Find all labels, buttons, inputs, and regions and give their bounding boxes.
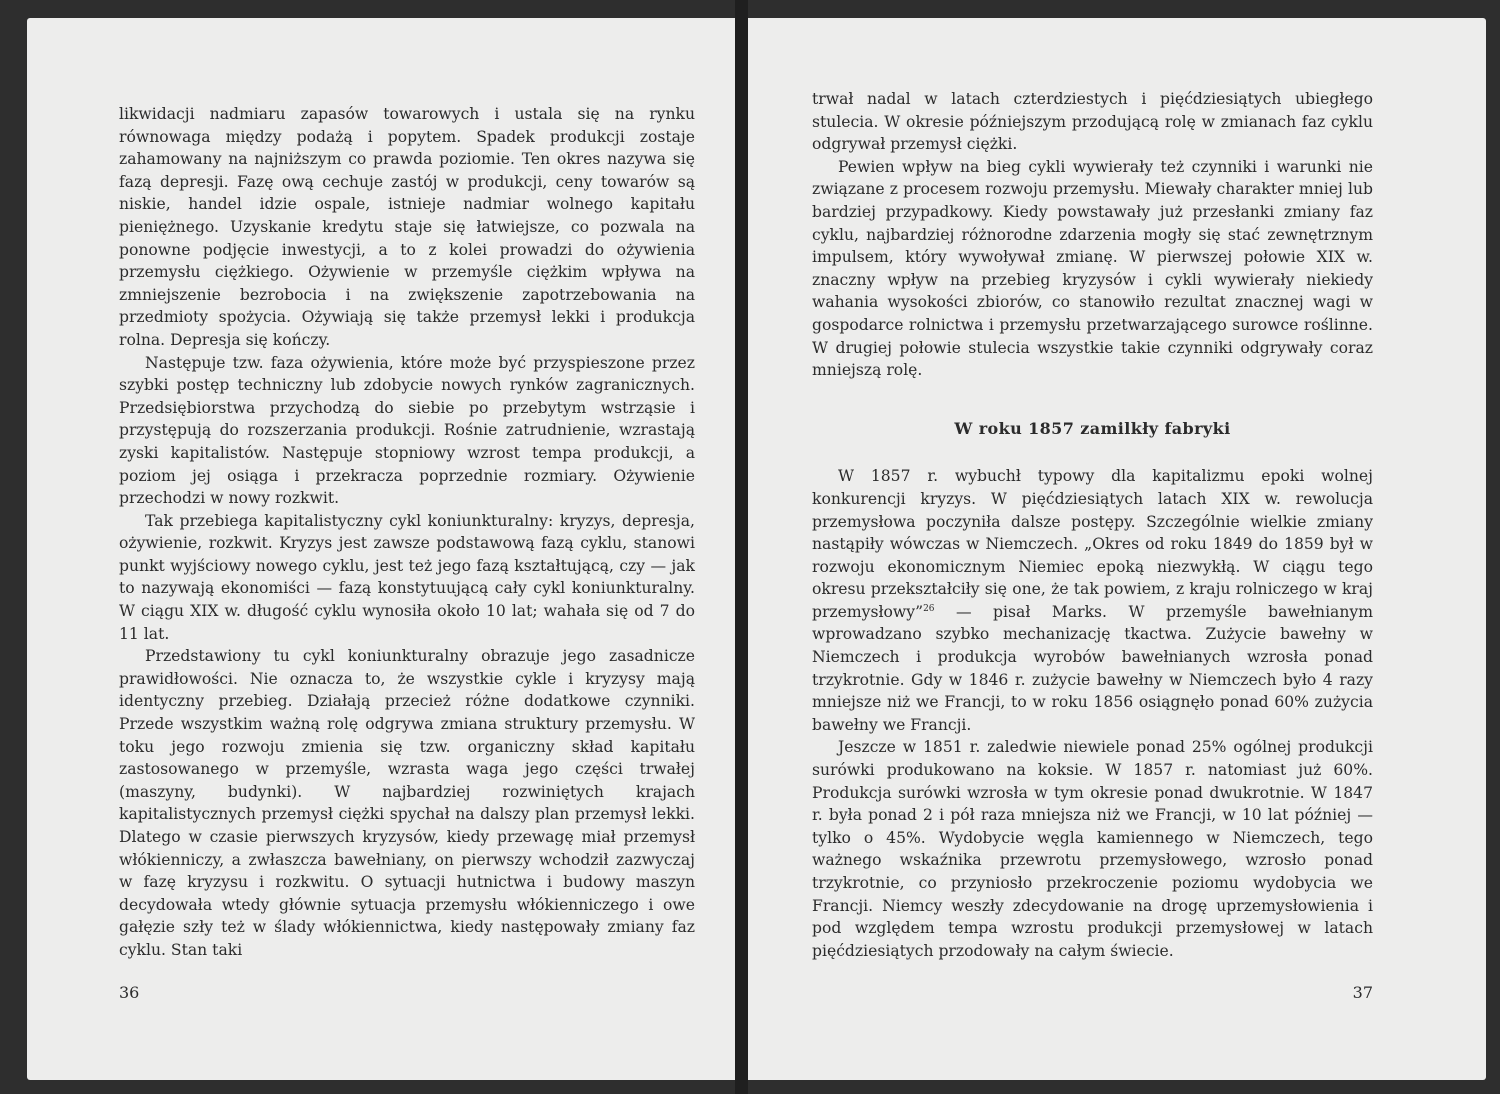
paragraph: Przedstawiony tu cykl koniunkturalny obrazuje jego zasadnicze prawidłowości. Nie oznacza to, że wszystkie cykle i kryzysy mają identyczny przebieg. Działają przecież różne dodatkowe czynniki. Przede wszystkim ważną rolę odgrywa zmiana struktury przemysłu. W toku jego rozwoju zmienia się tzw. organiczny skład kapitału zastosowanego w przemyśle, wzrasta waga jego części trwałej (maszyny, budynki). W najbardziej rozwiniętych krajach kapitalistycznych przemysł ciężki spychał na dalszy plan przemysł lekki. Dlatego w czasie pierwszych kryzysów, kiedy przewagę miał przemysł włókienniczy, a zwłaszcza bawełniany, on pierwszy wchodził zazwyczaj w fazę kryzysu i rozkwitu. O sytuacji hutnictwa i budowy maszyn decydowała wtedy głównie sytuacja przemysłu włókienniczego i owe gałęzie szły też w ślady włókiennictwa, kiedy następowały zmiany faz cyklu. Stan taki [119, 647, 695, 959]
paragraph: Pewien wpływ na bieg cykli wywierały też czynniki i warunki nie związane z procesem rozwoju przemysłu. Miewały charakter mniej lub bardziej przypadkowy. Kiedy powstawały już przesłanki zmiany faz cyklu, najbardziej różnorodne zdarzenia mogły się stać zewnętrznym impulsem, który wywoływał zmianę. W pierwszej połowie XIX w. znaczny wpływ na przebieg kryzysów i cykli wywierały niekiedy wahania wysokości zbiorów, co stanowiło rezultat znacznej wagi w gospodarce rolnictwa i przemysłu przetwarzającego surowce roślinne. W drugiej połowie stulecia wszystkie takie czynniki odgrywały coraz mniejszą rolę. [812, 157, 1373, 380]
paragraph-text: — pisał Marks. W przemyśle bawełnianym wprowadzano szybko mechanizację tkactwa. Zużycie bawełny w Niemczech i produkcja wyrobów bawełnianych wzrosła ponad trzykrotnie. Gdy w 1846 r. zużycie bawełny w Niemczech było 4 razy mniejsze niż we Francji, to w roku 1856 osiągnęło ponad 60% zużycia bawełny we Francji. [812, 602, 1373, 734]
footnote-reference: 26 [923, 603, 935, 614]
page-number: 37 [1352, 983, 1373, 1002]
paragraph: Tak przebiega kapitalistyczny cykl koniunkturalny: kryzys, depresja, ożywienie, rozkwit. Kryzys jest zawsze podstawową fazą cyklu, stanowi punkt wyjściowy nowego cyklu, jest też jego fazą kształtującą, czy — jak to nazywają ekonomiści — fazą konstytuującą cały cykl koniunkturalny. W ciągu XIX w. długość cyklu wynosiła około 10 lat; wahała się od 7 do 11 lat. [119, 511, 695, 643]
right-page-body [812, 88, 1373, 962]
right-page [748, 18, 1486, 1080]
left-page-body [119, 103, 695, 962]
book-gutter [735, 0, 748, 1094]
paragraph [812, 465, 1373, 736]
paragraph: Jeszcze w 1851 r. zaledwie niewiele ponad 25% ogólnej produkcji surówki produkowano na koksie. W 1857 r. natomiast już 60%. Produkcja surówki wzrosła w tym okresie ponad dwukrotnie. W 1847 r. była ponad 2 i pół raza mniejsza niż we Francji, w 10 lat później — tylko o 45%. Wydobycie węgla kamiennego w Niemczech, tego ważnego wskaźnika przewrotu przemysłowego, wzrosło ponad trzykrotnie, co przyniosło przekroczenie poziomu wydobycia we Francji. Niemcy weszły zdecydowanie na drogę uprzemysłowienia i pod względem tempa wzrostu produkcji przemysłowej w latach pięćdziesiątych przodowały na całym świecie. [812, 738, 1373, 960]
page-number: 36 [119, 983, 140, 1002]
left-page [27, 18, 735, 1080]
paragraph: likwidacji nadmiaru zapasów towarowych i ustala się na rynku równowaga między podażą i popytem. Spadek produkcji zostaje zahamowany na najniższym co prawda poziomie. Ten okres nazywa się fazą depresji. Fazę ową cechuje zastój w produkcji, ceny towarów są niskie, handel idzie ospale, istnieje nadmiar wolnego kapitału pieniężnego. Uzyskanie kredytu staje się łatwiejsze, co pozwala na ponowne podjęcie inwestycji, a to z kolei prowadzi do ożywienia przemysłu ciężkiego. Ożywienie w przemyśle ciężkim wpływa na zmniejszenie bezrobocia i na zwiększenie zapotrzebowania na przedmioty spożycia. Ożywiają się także przemysł lekki i produkcja rolna. Depresja się kończy. [119, 105, 695, 349]
section-heading: W roku 1857 zamilkły fabryki [954, 418, 1231, 438]
paragraph-text: W 1857 r. wybuchł typowy dla kapitalizmu epoki wolnej konkurencji kryzys. W pięćdziesiątych latach XIX w. rewolucja przemysłowa poczyniła dalsze postępy. Szczególnie wielkie zmiany nastąpiły wówczas w Niemczech. „Okres od roku 1849 do 1859 był w rozwoju ekonomicznym Niemiec epoką niezwykłą. W ciągu tego okresu przekształciły się one, że tak powiem, z kraju rolniczego w kraj przemysłowy” [812, 467, 1373, 621]
paragraph: trwał nadal w latach czterdziestych i pięćdziesiątych ubiegłego stulecia. W okresie późniejszym przodującą rolę w zmianach faz cyklu odgrywał przemysł ciężki. [812, 90, 1373, 154]
paragraph: Następuje tzw. faza ożywienia, które może być przyspieszone przez szybki postęp techniczny lub zdobycie nowych rynków zagranicznych. Przedsiębiorstwa przychodzą do siebie po przebytym wstrząsie i przystępują do rozszerzania produkcji. Rośnie zatrudnienie, wzrastają zyski kapitalistów. Następuje stopniowy wzrost tempa produkcji, a poziom jej osiąga i przekracza poprzednie rozmiary. Ożywienie przechodzi w nowy rozkwit. [119, 353, 695, 508]
